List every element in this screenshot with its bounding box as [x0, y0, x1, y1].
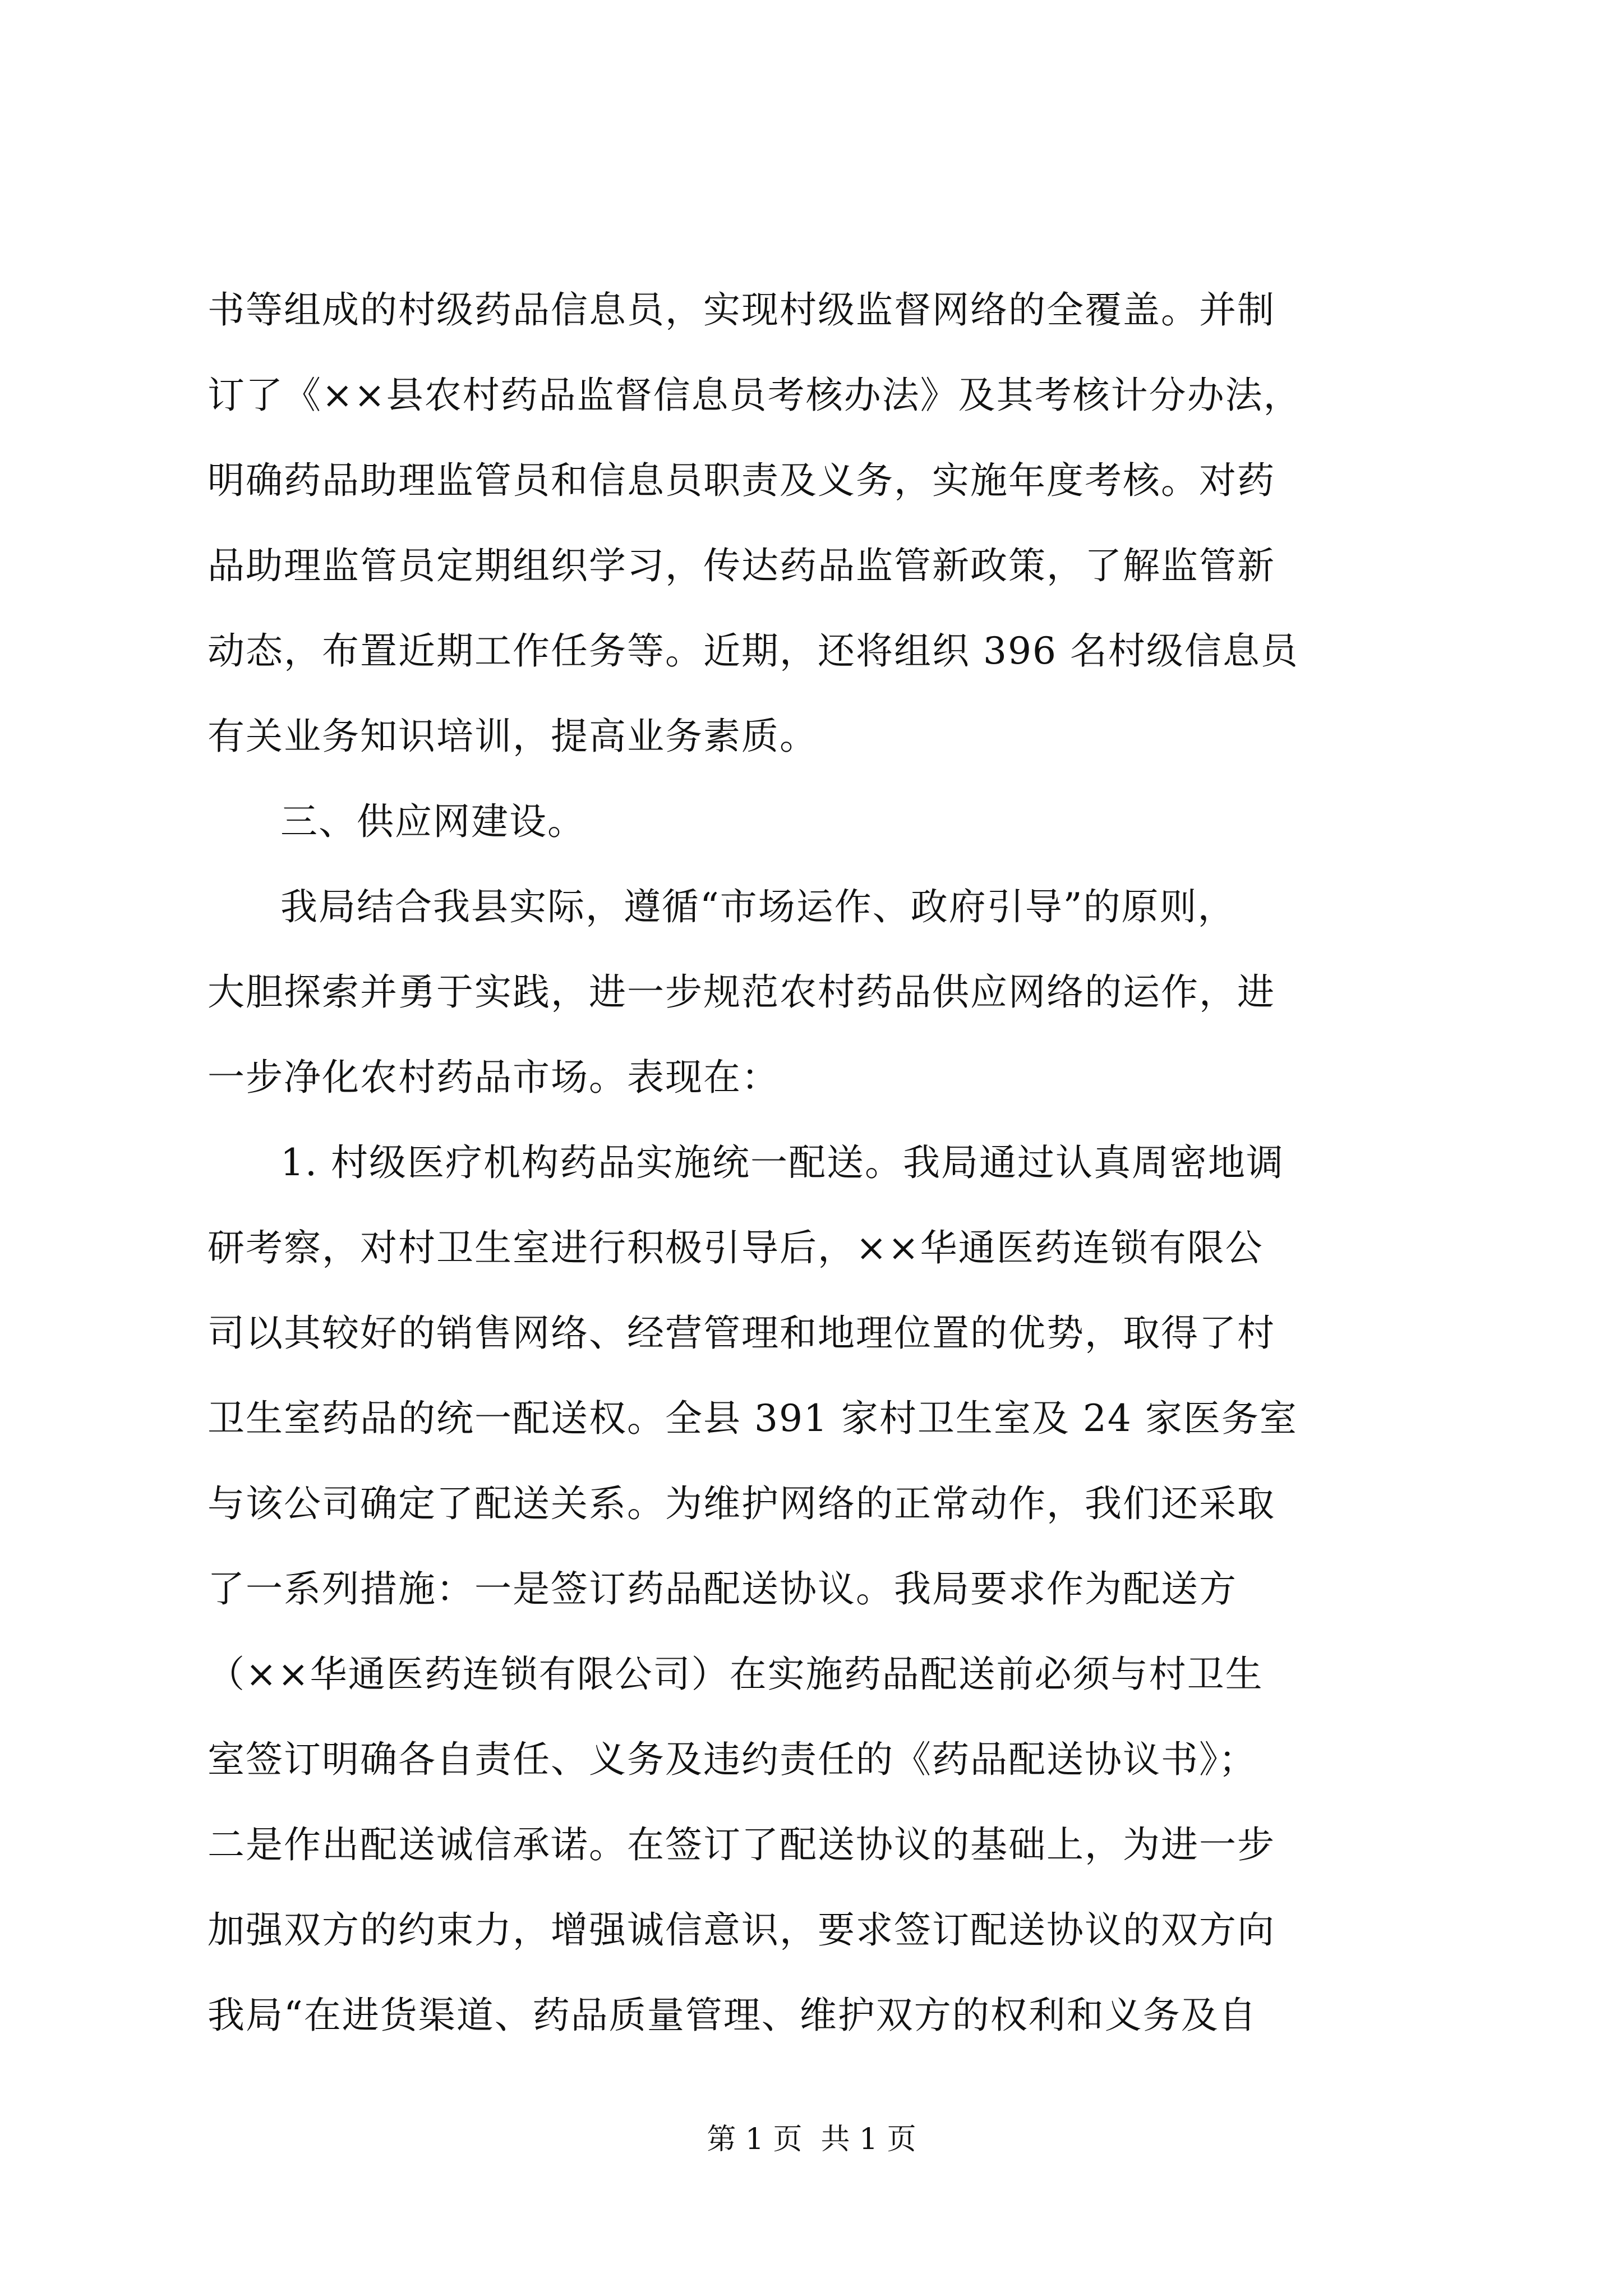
text-line: 与该公司确定了配送关系。为维护网络的正常动作，我们还采取	[208, 1482, 1275, 1525]
text-line: 室签订明确各自责任、义务及违约责任的《药品配送协议书》；	[208, 1738, 1257, 1781]
text-line: 二是作出配送诚信承诺。在签订了配送协议的基础上，为进一步	[208, 1823, 1275, 1866]
page-number-footer: 第 1 页 共 1 页	[707, 2123, 916, 2156]
text-line: 研考察，对村卫生室进行积极引导后，××华通医药连锁有限公	[208, 1226, 1264, 1269]
text-line: 明确药品助理监管员和信息员职责及义务，实施年度考核。对药	[208, 459, 1275, 502]
text-line: 书等组成的村级药品信息员，实现村级监督网络的全覆盖。并制	[208, 288, 1275, 332]
text-line: 一步净化农村药品市场。表现在：	[208, 1056, 780, 1099]
text-line: 品助理监管员定期组织学习，传达药品监管新政策，了解监管新	[208, 544, 1275, 587]
text-line: 司以其较好的销售网络、经营管理和地理位置的优势，取得了村	[208, 1312, 1275, 1355]
text-line: 订了《××县农村药品监督信息员考核办法》及其考核计分办法，	[208, 374, 1302, 417]
text-line: 卫生室药品的统一配送权。全县 391 家村卫生室及 24 家医务室	[208, 1397, 1298, 1440]
text-line: （××华通医药连锁有限公司）在实施药品配送前必须与村卫生	[208, 1653, 1264, 1696]
text-line: 有关业务知识培训，提高业务素质。	[208, 715, 818, 758]
text-line: 1. 村级医疗机构药品实施统一配送。我局通过认真周密地调	[280, 1141, 1284, 1184]
section-heading: 三、供应网建设。	[280, 800, 585, 843]
text-line: 我局“在进货渠道、药品质量管理、维护双方的权利和义务及自	[208, 1994, 1257, 2037]
text-line: 了一系列措施：一是签订药品配送协议。我局要求作为配送方	[208, 1567, 1237, 1611]
text-line: 加强双方的约束力，增强诚信意识，要求签订配送协议的双方向	[208, 1908, 1275, 1952]
text-line: 动态，布置近期工作任务等。近期，还将组织 396 名村级信息员	[208, 629, 1299, 673]
text-line: 大胆探索并勇于实践，进一步规范农村药品供应网络的运作，进	[208, 970, 1275, 1014]
text-line: 我局结合我县实际，遵循“市场运作、政府引导”的原则，	[280, 885, 1236, 928]
